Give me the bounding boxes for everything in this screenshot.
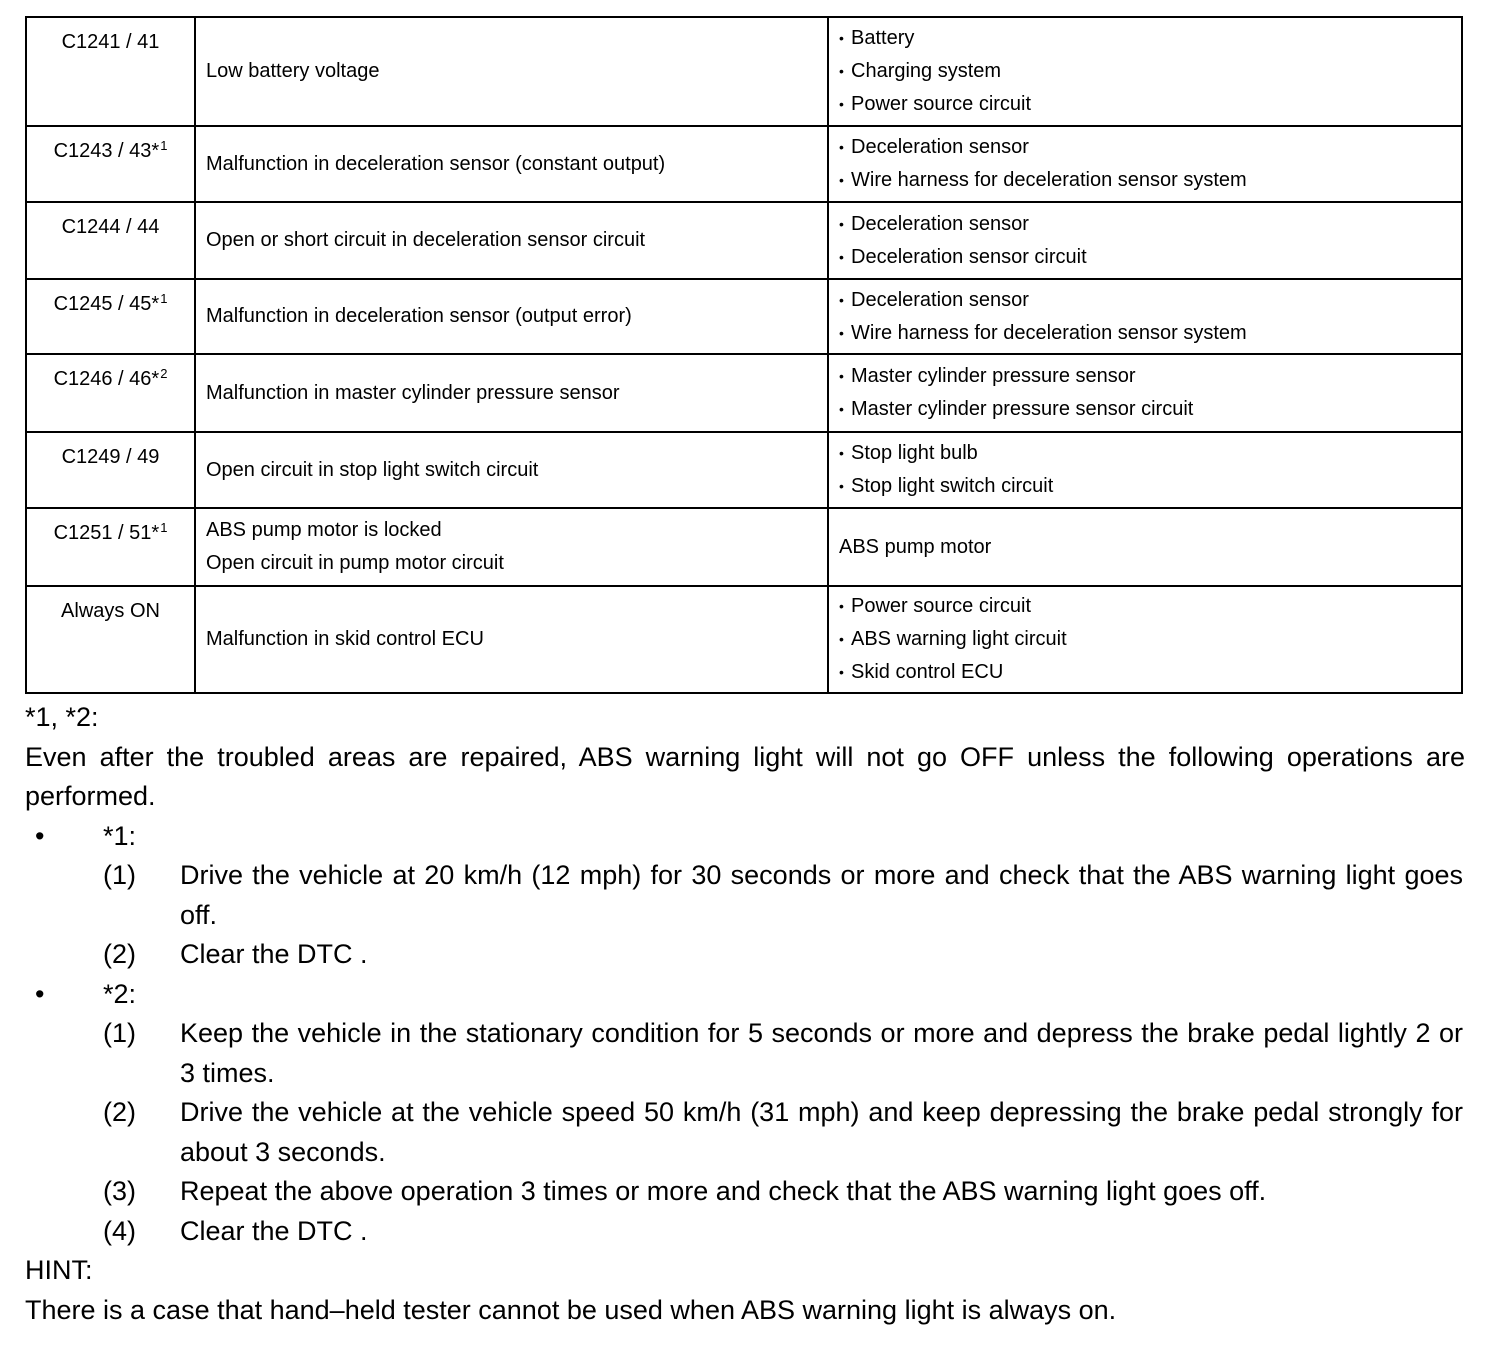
trouble-area-item xyxy=(839,241,1461,274)
trouble-area-item xyxy=(839,88,1461,121)
trouble-area-item xyxy=(839,470,1461,503)
dtc-code xyxy=(27,280,194,318)
procedure-step xyxy=(25,1172,1465,1212)
trouble-area-item xyxy=(839,360,1461,393)
bullet-dot: • xyxy=(839,30,844,46)
bullet-dot: • xyxy=(839,215,844,232)
detection-condition-text: Malfunction in skid control ECU xyxy=(206,628,484,650)
dtc-code xyxy=(27,355,194,393)
step-text: Keep the vehicle in the stationary condition for 5 seconds or more and depress the brake pedal lightly 2 or 3 times. xyxy=(180,1018,1463,1088)
dtc-code xyxy=(27,509,194,547)
dtc-code xyxy=(27,18,194,56)
note-group-heading xyxy=(25,975,1465,1015)
bullet-dot: • xyxy=(35,978,45,1009)
trouble-area-list xyxy=(839,131,1461,197)
trouble-area-item xyxy=(839,284,1461,317)
trouble-area-list xyxy=(839,208,1461,274)
procedure-step xyxy=(25,1212,1465,1252)
trouble-area-text: Deceleration sensor xyxy=(851,136,1029,158)
trouble-area-text: Skid control ECU xyxy=(851,661,1004,683)
trouble-area-text: Deceleration sensor xyxy=(851,212,1029,235)
trouble-area-cell xyxy=(828,508,1462,586)
detection-condition-cell xyxy=(195,354,828,432)
dtc-code-text: Always ON xyxy=(61,600,160,622)
dtc-code-cell xyxy=(26,202,195,279)
trouble-area-text: Master cylinder pressure sensor xyxy=(851,365,1136,387)
dtc-code-text: C1249 / 49 xyxy=(61,446,160,468)
table-row xyxy=(26,586,1462,693)
detection-condition-cell xyxy=(195,202,828,279)
table-row xyxy=(26,508,1462,586)
detection-condition-cell xyxy=(195,508,828,586)
detection-condition-text: Open or short circuit in deceleration sensor circuit xyxy=(206,229,646,251)
dtc-code-text: C1251 / 51* xyxy=(53,522,160,544)
trouble-area-text: Stop light bulb xyxy=(851,442,978,464)
bullet-dot: • xyxy=(839,598,844,614)
detection-condition-text: Low battery voltage xyxy=(206,60,380,82)
trouble-area-item xyxy=(839,393,1461,426)
trouble-area-item xyxy=(839,55,1461,88)
trouble-area-list xyxy=(839,284,1461,350)
dtc-code-cell xyxy=(26,126,195,202)
trouble-area-text: Wire harness for deceleration sensor system xyxy=(851,169,1247,191)
detection-condition-text: Open circuit in stop light switch circuit xyxy=(206,458,539,481)
dtc-code-footnote-mark: 1 xyxy=(160,138,168,153)
trouble-area-cell xyxy=(828,354,1462,432)
detection-condition-text: Malfunction in master cylinder pressure sensor xyxy=(206,381,620,404)
step-number: (1) xyxy=(103,1018,136,1048)
dtc-code-text: C1241 / 41 xyxy=(61,31,160,53)
trouble-area-text: Charging system xyxy=(851,60,1002,82)
notes-intro: Even after the troubled areas are repaired, ABS warning light will not go OFF unless the following operations are performed. xyxy=(25,741,1465,811)
dtc-code-cell xyxy=(26,432,195,508)
bullet-dot: • xyxy=(839,96,844,112)
dtc-code-footnote-mark: 2 xyxy=(160,366,168,381)
trouble-area-item xyxy=(839,437,1461,470)
trouble-area-text: Stop light switch circuit xyxy=(851,475,1054,497)
dtc-code xyxy=(27,127,194,165)
dtc-code-cell xyxy=(26,17,195,126)
table-row xyxy=(26,17,1462,126)
trouble-area-cell xyxy=(828,586,1462,693)
procedure-step xyxy=(25,856,1465,935)
trouble-area-text: ABS warning light circuit xyxy=(851,628,1067,650)
notes-section xyxy=(25,698,1465,1330)
dtc-table xyxy=(25,16,1463,694)
dtc-code-text: C1245 / 45* xyxy=(53,293,160,315)
trouble-area-item xyxy=(839,590,1461,623)
trouble-area-text: Master cylinder pressure sensor circuit xyxy=(851,398,1194,420)
trouble-area-cell xyxy=(828,432,1462,508)
table-row xyxy=(26,354,1462,432)
bullet-dot: • xyxy=(839,248,844,265)
dtc-code-footnote-mark: 1 xyxy=(160,291,168,306)
detection-condition-text: ABS pump motor is locked xyxy=(206,519,442,541)
trouble-area-item xyxy=(839,208,1461,241)
hint-text: There is a case that hand–held tester cannot be used when ABS warning light is always on. xyxy=(25,1294,1117,1325)
note-group-label: *1: xyxy=(103,820,137,851)
trouble-area-cell xyxy=(828,202,1462,279)
bullet-dot: • xyxy=(839,291,844,308)
step-number: (4) xyxy=(103,1215,136,1246)
bullet-dot: • xyxy=(35,820,45,851)
procedure-step xyxy=(25,1093,1465,1172)
step-number: (2) xyxy=(103,1097,136,1127)
dtc-code-cell xyxy=(26,279,195,354)
table-row xyxy=(26,279,1462,354)
bullet-dot: • xyxy=(839,324,844,341)
dtc-code-cell xyxy=(26,354,195,432)
trouble-area-text: Deceleration sensor xyxy=(851,288,1029,311)
note-groups xyxy=(25,817,1465,1252)
trouble-area-text: Deceleration sensor circuit xyxy=(851,245,1087,268)
procedure-step xyxy=(25,1014,1465,1093)
dtc-table-body xyxy=(26,17,1462,693)
trouble-area-cell xyxy=(828,17,1462,126)
trouble-area-item xyxy=(839,22,1461,55)
table-row xyxy=(26,126,1462,202)
trouble-area-item xyxy=(839,317,1461,350)
detection-condition-cell xyxy=(195,432,828,508)
procedure-step xyxy=(25,935,1465,975)
notes-header: *1, *2: xyxy=(25,702,99,732)
trouble-area-text: Power source circuit xyxy=(851,595,1032,617)
step-text: Clear the DTC . xyxy=(180,1215,368,1246)
trouble-area-list xyxy=(839,590,1461,689)
step-text: Clear the DTC . xyxy=(180,939,368,969)
detection-condition-cell xyxy=(195,586,828,693)
detection-condition-text: Open circuit in pump motor circuit xyxy=(206,552,504,574)
trouble-area-text: Battery xyxy=(851,27,915,49)
step-number: (1) xyxy=(103,860,136,890)
bullet-dot: • xyxy=(839,368,844,384)
dtc-code xyxy=(27,203,194,241)
trouble-area-cell xyxy=(828,126,1462,202)
note-group-label: *2: xyxy=(103,978,137,1009)
trouble-area-item xyxy=(839,164,1461,197)
trouble-area-list xyxy=(839,437,1461,503)
dtc-code-cell xyxy=(26,508,195,586)
step-text: Drive the vehicle at the vehicle speed 50 km/h (31 mph) and keep depressing the brake pedal strongly for about 3 seconds. xyxy=(180,1097,1463,1167)
trouble-area-item xyxy=(839,623,1461,656)
bullet-dot: • xyxy=(839,401,844,417)
bullet-dot: • xyxy=(839,631,844,647)
bullet-dot: • xyxy=(839,478,844,494)
trouble-area-item xyxy=(839,131,1461,164)
detection-condition-cell xyxy=(195,17,828,126)
dtc-code-cell xyxy=(26,586,195,693)
detection-condition-cell xyxy=(195,126,828,202)
bullet-dot: • xyxy=(839,445,844,461)
detection-condition-text: Malfunction in deceleration sensor (constant output) xyxy=(206,152,666,175)
dtc-code xyxy=(27,587,194,625)
dtc-code xyxy=(27,433,194,471)
trouble-area-list xyxy=(839,22,1461,121)
bullet-dot: • xyxy=(839,172,844,188)
trouble-area-text: Power source circuit xyxy=(851,93,1032,115)
trouble-area-text: Wire harness for deceleration sensor system xyxy=(851,321,1247,344)
trouble-area-list xyxy=(839,360,1461,426)
detection-condition-text: Malfunction in deceleration sensor (output error) xyxy=(206,305,632,327)
bullet-dot: • xyxy=(839,664,844,680)
dtc-code-text: C1246 / 46* xyxy=(53,368,160,390)
table-row xyxy=(26,432,1462,508)
note-group-heading xyxy=(25,817,1465,857)
trouble-area-cell xyxy=(828,279,1462,354)
dtc-code-footnote-mark: 1 xyxy=(160,520,168,535)
step-number: (3) xyxy=(103,1176,136,1206)
detection-condition-cell xyxy=(195,279,828,354)
step-text: Drive the vehicle at 20 km/h (12 mph) for 30 seconds or more and check that the ABS warning light goes off. xyxy=(180,860,1463,930)
dtc-code-text: C1243 / 43* xyxy=(53,140,160,162)
hint-label: HINT: xyxy=(25,1255,93,1285)
bullet-dot: • xyxy=(839,63,844,79)
bullet-dot: • xyxy=(839,139,844,155)
trouble-area-text: ABS pump motor xyxy=(839,535,992,558)
step-number: (2) xyxy=(103,939,136,969)
trouble-area-item xyxy=(839,656,1461,689)
table-row xyxy=(26,202,1462,279)
dtc-code-text: C1244 / 44 xyxy=(61,216,160,238)
step-text: Repeat the above operation 3 times or more and check that the ABS warning light goes off. xyxy=(180,1176,1267,1206)
